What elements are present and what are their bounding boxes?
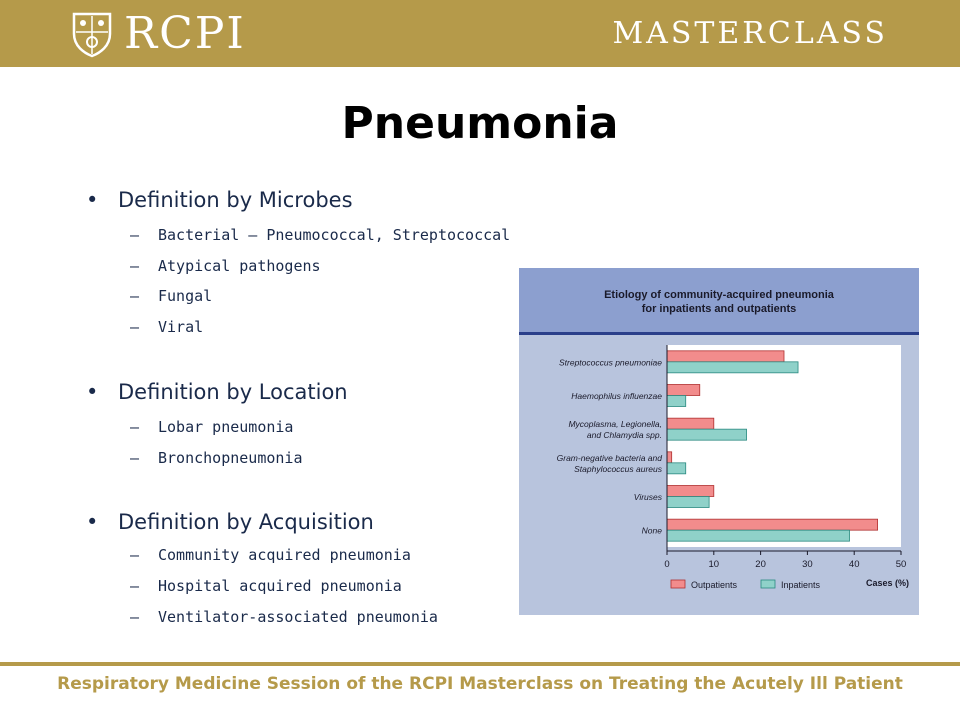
x-tick-label: 0	[664, 559, 670, 570]
sub-bullet: – Viral	[130, 318, 204, 336]
sub-bullet: – Bacterial – Pneumococcal, Streptococcal	[130, 226, 511, 244]
x-tick-label: 50	[895, 559, 907, 570]
sub-bullet: – Community acquired pneumonia	[130, 546, 411, 564]
x-tick-label: 20	[755, 559, 766, 570]
sub-bullet: – Ventilator-associated pneumonia	[130, 608, 438, 626]
bar-inpatients-1	[667, 396, 686, 407]
bullet-location: • Definition by Location	[86, 378, 348, 406]
category-label: Viruses	[633, 492, 662, 502]
bar-outpatients-1	[667, 385, 700, 396]
bar-inpatients-4	[667, 497, 709, 508]
sub-bullet: – Hospital acquired pneumonia	[130, 577, 402, 595]
chart-title-line-2: for inpatients and outpatients	[641, 303, 797, 315]
category-label: and Chlamydia spp.	[586, 430, 662, 441]
category-label: Gram-negative bacteria and	[556, 452, 662, 463]
sub-bullet: – Fungal	[130, 287, 213, 305]
brand-name: RCPI	[124, 8, 246, 59]
legend-swatch-outpatients	[671, 580, 685, 588]
x-tick-label: 10	[708, 559, 720, 570]
legend-label-outpatients: Outpatients	[691, 580, 738, 590]
chart-title-line-1: Etiology of community-acquired pneumonia	[604, 289, 834, 301]
bar-outpatients-3	[667, 452, 672, 463]
x-tick-label: 30	[802, 559, 813, 570]
category-label: None	[641, 525, 662, 536]
bar-outpatients-2	[667, 418, 714, 429]
bar-inpatients-5	[667, 530, 850, 541]
bar-outpatients-0	[667, 351, 784, 362]
bar-outpatients-5	[667, 519, 878, 530]
category-label: Haemophilus influenzae	[571, 391, 662, 401]
bullet-microbes: • Definition by Microbes	[86, 186, 353, 214]
masterclass-label: MASTERCLASS	[612, 16, 888, 51]
bar-inpatients-3	[667, 463, 686, 474]
bullet-acquisition: • Definition by Acquisition	[86, 508, 374, 536]
etiology-chart	[519, 268, 919, 615]
sub-bullet: – Lobar pneumonia	[130, 418, 294, 436]
footer-text: Respiratory Medicine Session of the RCPI Masterclass on Treating the Acutely Ill Patient	[57, 674, 903, 694]
x-tick-label: 40	[848, 559, 860, 570]
legend-label-inpatients: Inpatients	[781, 580, 821, 590]
category-label: Mycoplasma, Legionella,	[568, 419, 662, 430]
footer-divider	[0, 662, 960, 666]
bar-inpatients-0	[667, 362, 798, 373]
chart-plot	[519, 268, 919, 615]
slide-title: Pneumonia	[341, 98, 619, 149]
sub-bullet: – Bronchopneumonia	[130, 449, 303, 467]
bar-outpatients-4	[667, 486, 714, 497]
x-axis-label: Cases (%)	[865, 578, 909, 588]
legend-swatch-inpatients	[761, 580, 775, 588]
bar-inpatients-2	[667, 429, 747, 440]
sub-bullet: – Atypical pathogens	[130, 257, 321, 275]
category-label: Streptococcus pneumoniae	[558, 357, 662, 368]
plot-area	[667, 345, 901, 547]
category-label: Staphylococcus aureus	[574, 463, 662, 474]
